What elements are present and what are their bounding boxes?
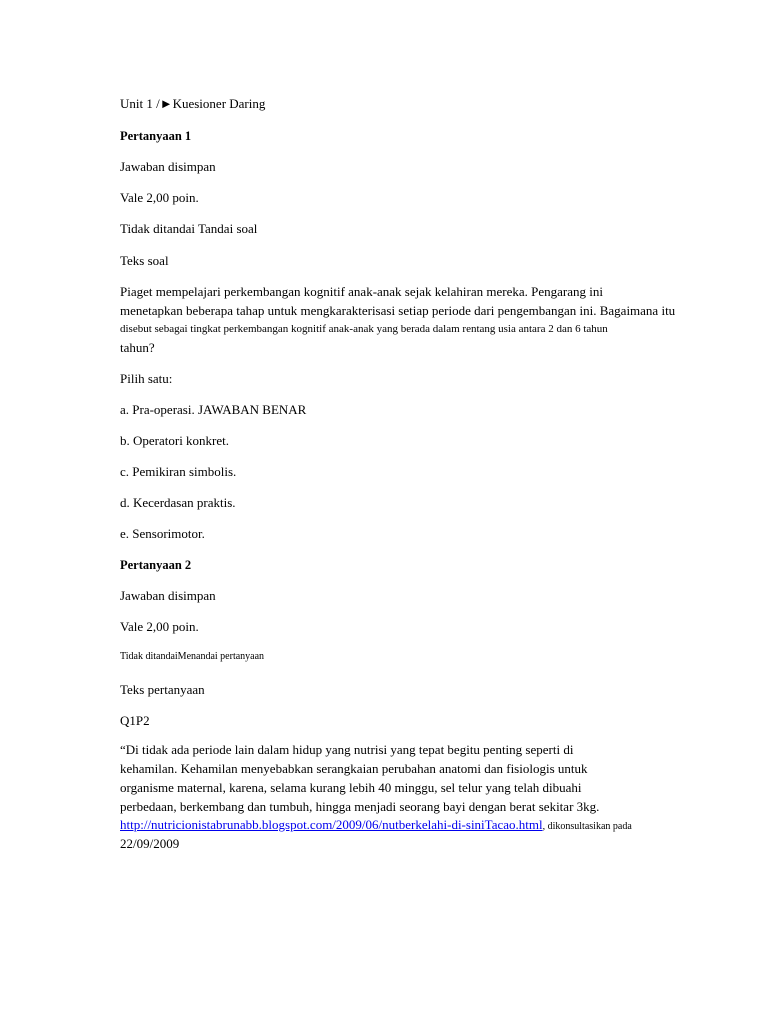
choose-one-label: Pilih satu: [120, 371, 173, 386]
question-1-flag[interactable]: Tidak ditandai Tandai soal [120, 221, 258, 236]
question-2-flag[interactable]: Tidak ditandaiMenandai pertanyaan [120, 651, 265, 662]
question-2-code: Q1P2 [120, 713, 150, 728]
question-1-points: Vale 2,00 poin. [120, 190, 199, 205]
answer-option-c[interactable]: c. Pemikiran simbolis. [120, 464, 237, 479]
question-2-points: Vale 2,00 poin. [120, 619, 199, 634]
question-1-body-line-1: Piaget mempelajari perkembangan kognitif anak-anak sejak kelahiran mereka. Pengarang ini [120, 284, 603, 299]
quote-line-1: “Di tidak ada periode lain dalam hidup yang nutrisi yang tepat begitu penting seperti di [120, 742, 574, 757]
question-1-body-line-2: menetapkan beberapa tahap untuk mengkarakterisasi setiap periode dari pengembangan ini. Bagaimana itu [120, 303, 676, 318]
question-2-text-label: Teks pertanyaan [120, 682, 205, 697]
source-line [120, 816, 632, 836]
answer-option-a[interactable]: a. Pra-operasi. JAWABAN BENAR [120, 402, 307, 417]
question-1-text-label: Teks soal [120, 253, 169, 268]
quote-line-3: organisme maternal, karena, selama kurang lebih 40 minggu, sel telur yang telah dibuahi [120, 780, 582, 795]
source-date: 22/09/2009 [120, 836, 180, 851]
source-link[interactable]: http://nutricionistabrunabb.blogspot.com/2009/06/nutberkelahi-di-siniTacao.html [120, 817, 543, 832]
breadcrumb: Unit 1 /►Kuesioner Daring [120, 96, 266, 111]
question-1-status: Jawaban disimpan [120, 159, 216, 174]
quote-line-2: kehamilan. Kehamilan menyebabkan serangkaian perubahan anatomi dan fisiologis untuk [120, 761, 588, 776]
source-suffix: , dikonsultasikan pada [542, 821, 632, 832]
question-1-title: Pertanyaan 1 [120, 129, 192, 143]
question-1-body-line-3: disebut sebagai tingkat perkembangan kognitif anak-anak yang berada dalam rentang usia antara 2 dan 6 tahun [120, 323, 608, 335]
answer-option-d[interactable]: d. Kecerdasan praktis. [120, 495, 236, 510]
question-2-status: Jawaban disimpan [120, 588, 216, 603]
answer-option-e[interactable]: e. Sensorimotor. [120, 526, 205, 541]
question-1-body-line-4: tahun? [120, 340, 155, 355]
answer-option-b[interactable]: b. Operatori konkret. [120, 433, 230, 448]
question-2-title: Pertanyaan 2 [120, 558, 192, 572]
quote-line-4: perbedaan, berkembang dan tumbuh, hingga menjadi seorang bayi dengan berat sekitar 3kg. [120, 799, 600, 814]
